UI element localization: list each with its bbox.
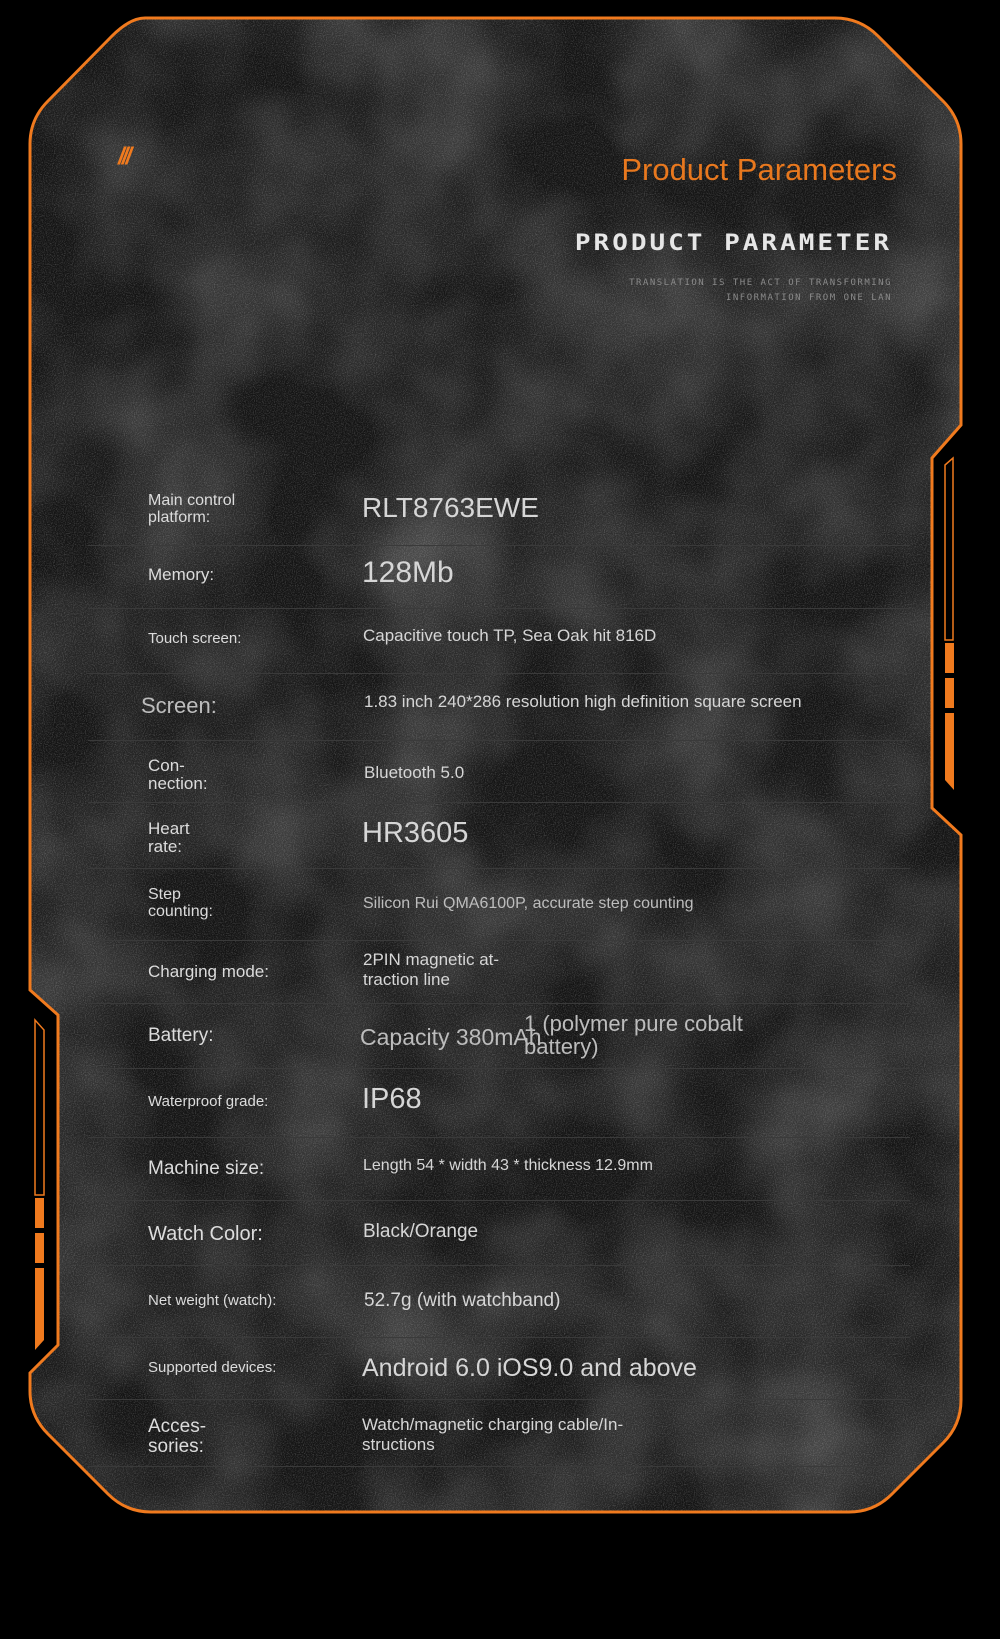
param-row-accessories: [88, 1400, 910, 1467]
param-row-screen: [88, 674, 910, 741]
page-title-english: PRODUCT PARAMETER: [574, 230, 892, 256]
param-value: Bluetooth 5.0: [364, 763, 465, 782]
subtitle-line-2: INFORMATION FROM ONE LAN: [725, 293, 892, 303]
param-value: 128Mb: [362, 556, 454, 589]
param-row-platform: [88, 478, 910, 546]
param-row-touch-screen: [88, 609, 910, 674]
param-label: Con-nection:: [148, 756, 208, 793]
param-label: Machine size:: [148, 1158, 265, 1179]
param-label: Waterproof grade:: [148, 1093, 269, 1110]
param-row-waterproof: [88, 1069, 910, 1138]
param-label: Supported devices:: [148, 1359, 277, 1376]
page-title: Product Parameters: [621, 152, 897, 187]
param-value: IP68: [362, 1083, 422, 1115]
param-value: Silicon Rui QMA6100P, accurate step counting: [363, 895, 694, 912]
param-row-connection: [88, 741, 910, 803]
param-value: Android 6.0 iOS9.0 and above: [362, 1354, 697, 1382]
param-row-step-counting: [88, 869, 910, 941]
param-value: 1.83 inch 240*286 resolution high definition square screen: [364, 692, 802, 711]
param-value: RLT8763EWE: [362, 492, 539, 523]
param-label: Watch Color:: [148, 1223, 263, 1245]
param-label: Net weight (watch):: [148, 1292, 277, 1309]
param-label: Acces-sories:: [148, 1416, 207, 1457]
param-value: Watch/magnetic charging cable/In-structions: [362, 1415, 624, 1454]
param-row-charging: [88, 941, 910, 1004]
param-label: Battery:: [148, 1025, 214, 1046]
param-row-net-weight: [88, 1266, 910, 1338]
subtitle-line-1: TRANSLATION IS THE ACT OF TRANSFORMING: [629, 278, 892, 288]
param-label: Main control platform:: [148, 492, 236, 526]
param-row-battery: [88, 1004, 910, 1069]
decor-slashes: ///: [118, 143, 130, 170]
param-value: Length 54 * width 43 * thickness 12.9mm: [363, 1157, 653, 1174]
param-label: Step counting:: [148, 886, 213, 920]
param-label: Screen:: [141, 693, 217, 718]
param-label: Charging mode:: [148, 962, 269, 981]
param-value: HR3605: [362, 817, 469, 849]
param-value-extra: 1 (polymer pure cobalt battery): [524, 1011, 743, 1060]
param-value: Capacity 380mAh: [360, 1024, 542, 1050]
param-row-watch-color: [88, 1201, 910, 1266]
param-label: Touch screen:: [148, 630, 242, 647]
param-row-memory: [88, 546, 910, 609]
page-subtitle: [592, 276, 892, 306]
param-row-heart-rate: [88, 803, 910, 869]
param-value: Capacitive touch TP, Sea Oak hit 816D: [363, 626, 657, 645]
param-value: 2PIN magnetic at-traction line: [363, 950, 500, 989]
param-label: Memory:: [148, 565, 215, 584]
param-row-supported-devices: [88, 1338, 910, 1400]
param-row-machine-size: [88, 1138, 910, 1201]
param-value: 52.7g (with watchband): [364, 1290, 561, 1311]
param-value: Black/Orange: [363, 1221, 479, 1242]
param-label: Heart rate:: [148, 819, 190, 856]
